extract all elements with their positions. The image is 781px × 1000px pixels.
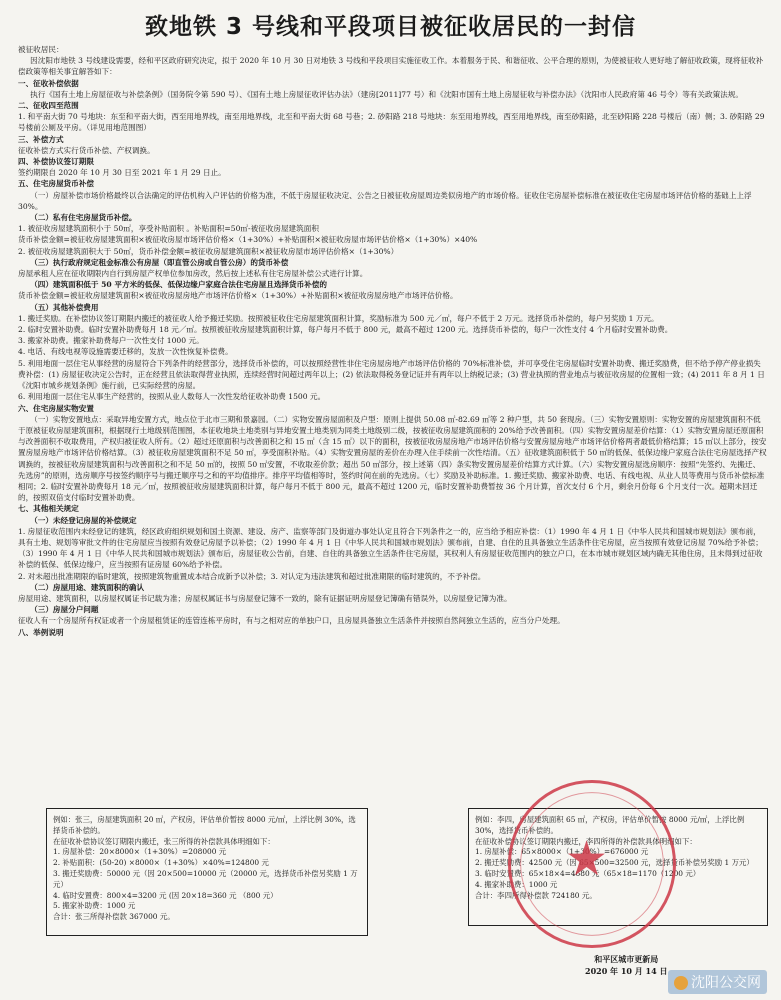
seal-star-icon: ★ <box>565 831 609 887</box>
example-line: 例如：张三，房屋建筑面积 20 ㎡，产权房，评估单价暂按 8000 元/㎡，上浮比例 30%，选择货币补偿的。 <box>53 815 356 835</box>
example-box-zhangsan <box>46 808 368 936</box>
section-7-item-1: 1. 房屋征收范围内未经登记的建筑，经区政府组织规划和国土资源、建设、房产、监察等部门及街道办事处认定且符合下列条件之一的，应当给予相应补偿：（1）1990 年 4 月 1 日《中华人民共和国城市规划法》颁布前，具有土地、规划等审批文件的住宅房屋应当按照有效登记房屋予以补偿；（2）1990 年 4 月 1 日《中华人民共和国城市规划法》颁布前，自建、自住的且具备独立生活条件住宅房屋，应当按照有效登记房屋 70%给予补偿；（3）1990 年 4 月 1 日《中华人民共和国城市规划法》颁布后，房屋征收公告前，自建、自住的具备独立生活条件住宅房屋，其权利人有房屋征收范围内的独立户口，在本市城市规划区域内确无其他住房，且未得到过征收补偿的低保、低保边缘户，应当按照有证房屋 60%给予补偿。 <box>18 526 763 570</box>
official-seal <box>508 780 676 948</box>
section-5-item-4: 货币补偿金额=被征收房屋建筑面积×被征收房屋房地产市场评估价格×（1+30%）+补贴面积×被征收房屋房地产市场评估价格。 <box>18 291 458 301</box>
section-5-item-1: （一）房屋补偿市场价格最终以合法确定的评估机构入户评估的价格为准，不低于房屋征收决定、公告之日被征收房屋周边类似房地产的市场价格。征收住宅房屋补偿标准在被征收住宅房屋市场评估价格的基础上上浮 30%。 <box>18 190 752 211</box>
example-line: 3. 搬迁奖励费：50000 元（因 20×500=10000 元（20000 元，选择货币补偿另奖励 1 万元） <box>53 868 358 889</box>
section-5-item-2-heading: （二）私有住宅房屋货币补偿。 <box>30 213 137 223</box>
example-line: 2. 搬迁奖励费：42500 元（因 65×500=32500 元，选择货币补偿另奖励 1 万元） <box>475 858 754 868</box>
section-5-item-3: 房屋承租人应在征收期限内自行到房屋产权单位参加房改，然后按上述私有住宅房屋补偿公式进行计算。 <box>18 269 368 279</box>
intro-paragraph: 因沈阳市地铁 3 号线建设需要，经和平区政府研究决定，拟于 2020 年 10 月 30 日对地铁 3 号线和平段项目实施征收工作。本着服务于民、和谐征收、公平合理的原则，为使被征收人更好地了解征收政策，现将征收补偿政策等相关事宜解答如下： <box>18 56 764 77</box>
example-line: 2. 补贴面积：(50-20) ×8000×（1+30%）×40%=124800 元 <box>53 858 269 868</box>
letter-body <box>18 44 767 638</box>
example-line: 5. 搬家补助费：1000 元 <box>53 901 136 911</box>
signing-organization: 和平区城市更新局 <box>594 954 659 964</box>
section-5-item-5e: 5. 利用地面一层住宅从事经营的房屋符合下列条件的经营部分，选择货币补偿的，可以按照经营性非住宅房屋房地产市场评估价格的 70%标准补偿，并可享受住宅房屋临时安置补助费、搬迁奖励费，但不给予停产停业损失费补偿：(1) 房屋征收决定公告时，正在经营且依法取得营业执照，连续经营时间超过两年以上；(2) 依法取得税务登记证并有两年以上纳税记录；(3) 营业执照的营业地点与被征收房屋的位置相一致；(4) 2011 年 8 月 1 日《沈阳市城乡规划条例》施行前，已实际经营的房屋。 <box>18 358 765 391</box>
signature-block <box>585 953 667 977</box>
section-5-item-2a: 1. 被征收房屋建筑面积小于 50㎡，享受补贴面积 。补贴面积=50㎡-被征收房屋建筑面积 <box>18 224 319 234</box>
section-5-item-5d: 4. 电话、有线电视等设施需要迁移的，发放一次性恢复补偿费。 <box>18 347 233 357</box>
example-line: 4. 临时安置费：800×4=3200 元 (因 20×18=360 元 （800 元） <box>53 890 278 900</box>
signing-date: 2020 年 10 月 14 日 <box>585 966 668 976</box>
example-line: 合计：张三所得补偿款 367000 元。 <box>53 912 175 922</box>
example-line: 例如：李四，房屋建筑面积 65 ㎡，产权房，评估单价暂按 8000 元/㎡，上浮比例 30%，选择货币补偿的。 <box>475 815 745 835</box>
section-3-heading: 三、补偿方式 <box>18 134 64 144</box>
wechat-logo-icon <box>674 976 688 990</box>
section-4-text: 签约期限自 2020 年 10 月 30 日至 2021 年 1 月 29 日止。 <box>18 168 226 178</box>
section-5-item-3-heading: （三）执行政府规定租金标准公有房屋（即直管公房或自管公房）的货币补偿 <box>30 257 289 267</box>
greeting: 被征收居民： <box>18 45 64 54</box>
section-5-item-5a: 1. 搬迁奖励。在补偿协议签订期限内搬迁的被征收人给予搬迁奖励。按照被征收住宅房屋建筑面积计算，奖励标准为 500 元／㎡，每户不低于 2 万元。选择货币补偿的，每户另奖励 1 万元。 <box>18 313 659 323</box>
section-5-item-2b: 货币补偿金额=被征收房屋建筑面积×被征收房屋市场评估价格×（1+30%）+补贴面积×被征收房屋市场评估价格×（1+30%）×40% <box>18 235 478 245</box>
section-5-item-5-heading: （五）其他补偿费用 <box>30 302 99 312</box>
section-1-heading: 一、征收补偿依据 <box>18 78 79 88</box>
section-7-item-2-heading: （二）房屋用途、建筑面积的确认 <box>30 582 145 592</box>
example-line: 3. 临时安置费：65×18×4=4680 元（65×18=1170（1200 元） <box>475 868 701 878</box>
section-1-text: 执行《国有土地上房屋征收与补偿条例》（国务院令第 590 号）、《国有土地上房屋征收评估办法》（建房[2011]77 号）和《沈阳市国有土地上房屋征收与补偿办法》（沈阳市人民政府第 46 号令）等有关政策法规。 <box>30 89 743 99</box>
section-5-item-2c: 2. 被征收房屋建筑面积大于 50㎡，货币补偿金额=被征收房屋建筑面积×被征收房屋市场评估价格×（1+30%） <box>18 246 399 256</box>
watermark-text: 沈阳公交网 <box>691 975 761 991</box>
section-2-text: 1. 和平南大街 70 号地块：东至和平南大街，西至用地界线，南至用地界线，北至和平南大街 68 号巷；2. 砂阳路 218 号地块：东至用地界线，西至用地界线，南至砂阳路，北至砂阳路 228 号楼后（南）侧；3. 砂阳路 29 号楼前公厕及平房。（详见用地范围图） <box>18 112 765 133</box>
watermark <box>668 970 767 994</box>
example-line: 4. 搬家补助费：1000 元 <box>475 879 558 889</box>
section-7-heading: 七、其他相关规定 <box>18 504 79 514</box>
example-line: 在征收补偿协议签订期限内搬迁，李四所得的补偿款具体明细如下： <box>475 836 697 846</box>
section-5-item-5b: 2. 临时安置补助费。临时安置补助费每月 18 元／㎡。按照被征收房屋建筑面积计算，每户每月不低于 800 元，最高不超过 1200 元。选择货币补偿的，每户一次性支付 4 个月临时安置补助费。 <box>18 325 673 335</box>
example-line: 1. 房屋补偿：20×8000×（1+30%）=208000 元 <box>53 847 227 857</box>
section-7-item-1-heading: （一）未经登记房屋的补偿规定 <box>30 515 137 525</box>
section-3-text: 征收补偿方式实行货币补偿、产权调换。 <box>18 145 155 155</box>
section-6-heading: 六、住宅房屋实物安置 <box>18 403 94 413</box>
example-line: 1. 房屋补偿：65×8000×（1+30%）=676000 元 <box>475 847 649 857</box>
section-8-heading: 八、举例说明 <box>18 627 64 637</box>
section-2-heading: 二、征收四至范围 <box>18 101 79 111</box>
section-4-heading: 四、补偿协议签订期限 <box>18 157 94 167</box>
section-6-text: （一）实物安置地点：采取异地安置方式，地点位于北市三期和景嘉园。（二）实物安置房屋面积及户型：原则上提供 50.08 ㎡-82.69 ㎡等 2 种户型，共 50 套现房。（三）实物安置原则：实物安置的房屋建筑面积不低于原被征收房屋建筑面积，根据现行土地级别范围图，本征收地块土地类别与异地安置土地类别为同类土地级别二级，按被征收房屋建筑面积的 20%给予改善面积。（四）实物安置房屋差价结算：（1）实物安置房屋还原面积与改善面积不收取费用，产权归被征收人所有。（2）超过还原面积与改善面积之和 15 ㎡（含 15 ㎡）以下的面积，按被征收房屋房地产市场评估价格与安置房屋房地产市场评估价格两者最低价格结算；15 ㎡以上部分，按安置房屋房地产市场评估价格结算。（3）被征收房屋建筑面积不足 50 ㎡，享受面积补贴。（4）实物安置房屋的差价在办理入住手续前一次性结清。（五）征收建筑面积低于 50 ㎡的低保、低保边缘户家庭合法住宅房屋选择产权调换的，按被征收房屋建筑面积与改善面积之和不足 50 ㎡的，按照 50 ㎡安置，不收取差价款；超出 50 ㎡部分，按上述第（四）条实物安置房屋差价结算方式计算。（六）实物安置房屋选房顺序：按照“先签约、先搬迁、先选房”的原则，选房顺序号按签约顺序号与搬迁顺序号之和的平均值排序。排序平均值相等时，签约时间在前的先选房。（七）奖励及补助标准。1. 搬迁奖励、搬家补助费、电话、有线电视、从业人员等费用与货币补偿标准相同；2. 临时安置补助费每月 18 元／㎡，按照被征收房屋建筑面积计算，每户每月不低于 800 元，最高不超过 1200 元，临时安置补助费暂按 36 个月计算，首次支付 6 个月，剩余月份每 6 个月支付一次。超期未回迁的，按照双倍支付临时安置补助费。 <box>18 414 767 503</box>
section-5-item-5c: 3. 搬家补助费。搬家补助费每户一次性支付 1000 元。 <box>18 336 204 346</box>
example-line: 在征收补偿协议签订期限内搬迁，张三所得的补偿款具体明细如下： <box>53 836 275 846</box>
section-5-heading: 五、住宅房屋货币补偿 <box>18 179 94 189</box>
section-7-item-3: 征收人有一个房屋所有权证或者一个房屋租赁证的连管连栋平房时，有与之相对应的单独户口，且房屋具备独立生活条件并按照自然间独立生活的，应当分户处理。 <box>18 616 565 626</box>
section-7-item-1b: 2. 对未超出批准期限的临时建筑，按照建筑物重置成本结合成新予以补偿；3. 对认定为违法建筑和超过批准期限的临时建筑的，不予补偿。 <box>18 571 486 581</box>
page-title: 致地铁 3 号线和平段项目被征收居民的一封信 <box>144 14 637 40</box>
example-line: 合计：李四所得补偿款 724180 元。 <box>475 890 597 900</box>
section-5-item-4-heading: （四）建筑面积低于 50 平方米的低保、低保边缘户家庭合法住宅房屋且选择货币补偿的 <box>30 280 327 290</box>
section-7-item-3-heading: （三）房屋分户问题 <box>30 605 99 615</box>
section-5-item-5f: 6. 利用地面一层住宅从事生产经营的，按照从业人数每人一次性发给征收补助费 1500 元。 <box>18 392 326 402</box>
section-7-item-2: 房屋用途、建筑面积，以房屋权属证书记载为准；房屋权属证书与房屋登记簿不一致的，除有证据证明房屋登记簿确有错误外，以房屋登记簿为准。 <box>18 593 512 603</box>
